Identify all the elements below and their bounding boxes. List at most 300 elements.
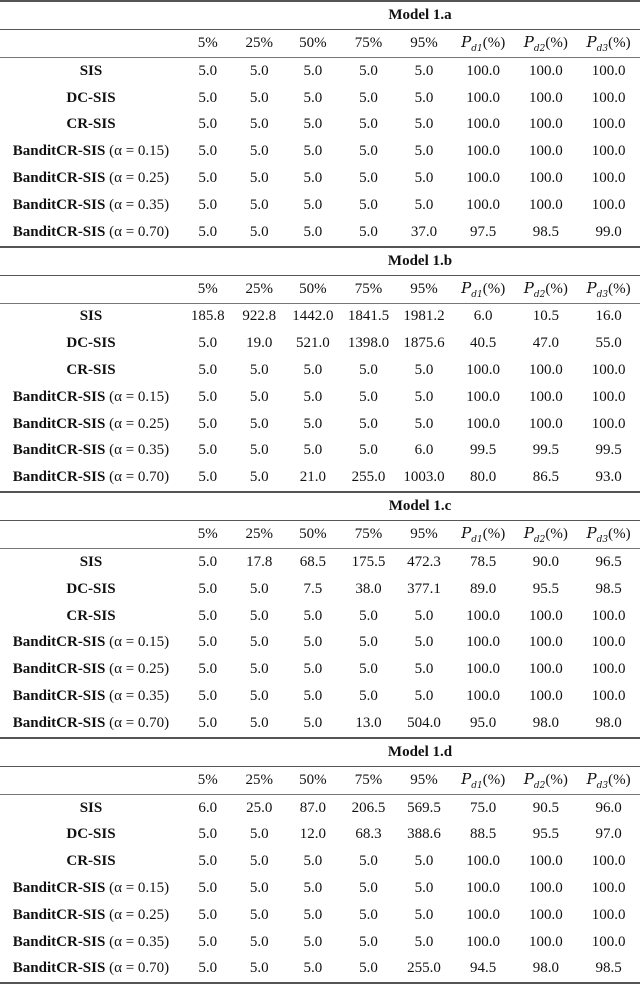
method-label [0,85,182,112]
method-name: SIS [79,62,103,79]
value-cell: 5.0 [198,906,218,923]
value-cell: 80.0 [470,469,497,486]
method-label [0,549,182,576]
method-label [0,357,182,384]
value-cell: 100.0 [528,62,563,79]
header-pd3: $P_{d3}(\%)$ [577,521,640,549]
method-label [0,219,182,247]
header-pd1: $P_{d1}(\%)$ [452,521,515,549]
value-cell: 1981.2 [403,308,445,325]
method-param: (α = 0.70) [109,223,170,240]
header-pd2: $P_{d2}(\%)$ [515,766,578,794]
value-cell: 100.0 [591,415,626,432]
value-cell: 55.0 [595,335,622,352]
value-cell: 5.0 [359,661,378,678]
value-cell: 5.0 [249,143,269,160]
value-cell: 5.0 [198,880,218,897]
value-cell: 5.0 [182,956,234,984]
value-cell: 5.0 [249,196,269,213]
value-cell: 100.0 [528,661,563,678]
value-cell: 5.0 [249,880,269,897]
method-param: (α = 0.35) [109,442,170,459]
method-param: (α = 0.25) [109,661,170,678]
header-pd3: $P_{d3}(\%)$ [577,30,640,58]
value-cell: 38.0 [355,580,382,597]
value-cell: 5.0 [249,442,269,459]
value-cell: 5.0 [198,223,218,240]
table-row [0,411,640,438]
table-row [0,656,640,683]
value-cell: 5.0 [359,116,378,133]
value-cell: 100.0 [528,933,563,950]
value-cell: 5.0 [303,853,323,870]
value-cell: 88.5 [470,826,497,843]
value-cell: 100.0 [466,196,501,213]
header-pd2: $P_{d2}(\%)$ [515,521,578,549]
method-name: BanditCR-SIS [12,634,106,651]
value-cell: 388.6 [407,826,441,843]
value-cell: 5.0 [414,89,434,106]
value-cell: 47.0 [532,335,559,352]
value-cell: 472.3 [407,554,441,571]
value-cell: 5.0 [359,634,378,651]
value-cell: 100.0 [591,170,626,187]
value-cell: 68.5 [299,554,326,571]
value-cell: 5.0 [359,143,378,160]
method-name: BanditCR-SIS [12,933,106,950]
value-cell: 100.0 [466,143,501,160]
method-param: (α = 0.15) [109,388,170,405]
value-cell: 75.0 [470,799,497,816]
value-cell: 68.3 [355,826,382,843]
header-q95: 95% [396,275,452,303]
method-name: SIS [79,799,103,816]
value-cell: 87.0 [299,799,326,816]
value-cell: 97.5 [470,223,497,240]
model-title: Model 1.a [0,1,640,30]
header-q50: 50% [285,30,341,58]
header-q50: 50% [285,275,341,303]
header-q75: 75% [341,766,397,794]
value-cell: 5.0 [249,170,269,187]
value-cell: 5.0 [198,688,218,705]
value-cell: 5.0 [414,933,434,950]
value-cell: 90.0 [532,554,559,571]
value-cell: 100.0 [528,415,563,432]
value-cell: 5.0 [414,415,434,432]
value-cell: 100.0 [528,634,563,651]
method-param: (α = 0.25) [109,170,170,187]
table-row [0,576,640,603]
value-cell: 5.0 [303,880,323,897]
value-cell: 5.0 [249,469,269,486]
method-name: BanditCR-SIS [12,960,106,977]
value-cell: 100.0 [528,116,563,133]
model-section-3 [0,492,640,738]
value-cell: 100.0 [528,388,563,405]
table-row [0,902,640,929]
value-cell: 98.0 [532,714,559,731]
method-param: (α = 0.15) [109,880,170,897]
model-title-row [0,738,640,767]
value-cell: 100.0 [466,688,501,705]
value-cell: 40.5 [470,335,497,352]
value-cell: 5.0 [198,580,218,597]
method-label [0,138,182,165]
header-label-empty [0,521,182,549]
header-pd2: $P_{d2}(\%)$ [515,30,578,58]
value-cell: 94.5 [452,956,515,984]
method-label [0,875,182,902]
value-cell: 100.0 [466,607,501,624]
value-cell: 5.0 [303,607,323,624]
value-cell: 922.8 [242,308,277,325]
header-pd1: $P_{d1}(\%)$ [452,275,515,303]
column-header-row [0,30,640,58]
value-cell: 5.0 [359,196,378,213]
method-name: CR-SIS [66,116,116,133]
value-cell: 5.0 [414,62,434,79]
method-name: CR-SIS [66,362,116,379]
method-param: (α = 0.15) [109,634,170,651]
column-header-row [0,766,640,794]
table-row [0,956,640,984]
table-row [0,875,640,902]
value-cell: 5.0 [359,906,378,923]
method-name: DC-SIS [66,580,116,597]
value-cell: 17.8 [246,554,273,571]
method-label [0,956,182,984]
method-label [0,656,182,683]
value-cell: 100.0 [591,196,626,213]
method-name: BanditCR-SIS [12,170,106,187]
header-q75: 75% [341,521,397,549]
model-section-4 [0,738,640,984]
value-cell: 1398.0 [347,335,390,352]
table-row [0,357,640,384]
value-cell: 5.0 [249,688,269,705]
value-cell: 5.0 [303,362,323,379]
value-cell: 96.5 [595,554,622,571]
method-name: BanditCR-SIS [12,143,106,160]
value-cell: 5.0 [359,880,378,897]
value-cell: 5.0 [198,469,218,486]
method-label [0,630,182,657]
header-pd3: $P_{d3}(\%)$ [577,766,640,794]
model-title-row [0,247,640,276]
value-cell: 10.5 [532,308,559,325]
value-cell: 5.0 [249,223,269,240]
value-cell: 100.0 [466,388,501,405]
value-cell: 16.0 [595,308,622,325]
method-name: DC-SIS [66,826,116,843]
value-cell: 5.0 [249,362,269,379]
value-cell: 100.0 [528,906,563,923]
value-cell: 98.0 [595,714,622,731]
method-label [0,794,182,821]
header-q75: 75% [341,30,397,58]
value-cell: 98.5 [532,223,559,240]
value-cell: 5.0 [359,607,378,624]
value-cell: 5.0 [303,906,323,923]
value-cell: 100.0 [528,89,563,106]
value-cell: 5.0 [249,62,269,79]
value-cell: 19.0 [246,335,273,352]
value-cell: 1875.6 [403,335,445,352]
value-cell: 100.0 [591,688,626,705]
value-cell: 100.0 [591,116,626,133]
value-cell: 5.0 [359,933,378,950]
value-cell: 100.0 [528,170,563,187]
method-label [0,112,182,139]
value-cell: 5.0 [198,335,218,352]
value-cell: 5.0 [359,442,378,459]
header-q5: 5% [182,521,234,549]
value-cell: 100.0 [528,688,563,705]
value-cell: 100.0 [591,880,626,897]
value-cell: 13.0 [355,714,382,731]
value-cell: 255.0 [396,956,452,984]
method-label [0,683,182,710]
value-cell: 5.0 [198,415,218,432]
method-param: (α = 0.70) [109,714,170,731]
method-label [0,58,182,85]
value-cell: 98.5 [595,580,622,597]
header-q50: 50% [285,766,341,794]
table-row [0,112,640,139]
value-cell: 5.0 [303,143,323,160]
value-cell: 100.0 [466,661,501,678]
header-q25: 25% [234,766,286,794]
model-title: Model 1.c [0,492,640,521]
value-cell: 255.0 [351,469,386,486]
table-row [0,630,640,657]
model-title-row [0,1,640,30]
value-cell: 5.0 [285,956,341,984]
value-cell: 100.0 [591,362,626,379]
column-header-row [0,521,640,549]
value-cell: 5.0 [198,442,218,459]
value-cell: 5.0 [198,143,218,160]
header-q25: 25% [234,30,286,58]
header-q25: 25% [234,521,286,549]
value-cell: 5.0 [249,714,269,731]
value-cell: 96.0 [595,799,622,816]
value-cell: 5.0 [303,223,323,240]
method-label [0,929,182,956]
method-label [0,710,182,738]
value-cell: 93.0 [595,469,622,486]
method-name: BanditCR-SIS [12,469,106,486]
value-cell: 5.0 [414,116,434,133]
value-cell: 99.5 [595,442,622,459]
table-row [0,464,640,492]
value-cell: 5.0 [414,661,434,678]
method-name: BanditCR-SIS [12,906,106,923]
value-cell: 5.0 [303,62,323,79]
value-cell: 5.0 [303,442,323,459]
method-label [0,848,182,875]
value-cell: 5.0 [198,661,218,678]
value-cell: 5.0 [359,223,378,240]
table-row [0,384,640,411]
method-name: BanditCR-SIS [12,388,106,405]
method-param: (α = 0.35) [109,688,170,705]
value-cell: 5.0 [303,415,323,432]
method-name: BanditCR-SIS [12,661,106,678]
value-cell: 504.0 [407,714,441,731]
value-cell: 99.5 [532,442,559,459]
value-cell: 97.0 [595,826,622,843]
value-cell: 5.0 [414,607,434,624]
table-row [0,165,640,192]
method-name: BanditCR-SIS [12,196,106,213]
method-param: (α = 0.25) [109,415,170,432]
table-row [0,85,640,112]
table-row [0,549,640,576]
value-cell: 100.0 [466,89,501,106]
value-cell: 100.0 [591,853,626,870]
value-cell: 5.0 [198,196,218,213]
value-cell: 5.0 [341,956,397,984]
method-label [0,902,182,929]
method-label [0,464,182,492]
method-label [0,411,182,438]
value-cell: 206.5 [351,799,386,816]
value-cell: 100.0 [466,853,501,870]
value-cell: 1003.0 [403,469,445,486]
value-cell: 5.0 [249,853,269,870]
value-cell: 569.5 [407,799,441,816]
value-cell: 5.0 [303,196,323,213]
table-row [0,192,640,219]
header-q5: 5% [182,30,234,58]
header-q25: 25% [234,275,286,303]
model-section-2 [0,247,640,493]
method-name: DC-SIS [66,335,116,352]
header-q5: 5% [182,275,234,303]
header-pd2: $P_{d2}(\%)$ [515,275,578,303]
value-cell: 5.0 [249,89,269,106]
method-param: (α = 0.70) [109,469,170,486]
value-cell: 100.0 [591,607,626,624]
value-cell: 100.0 [591,143,626,160]
value-cell: 6.0 [414,442,434,459]
header-q95: 95% [396,521,452,549]
value-cell: 100.0 [591,634,626,651]
value-cell: 5.0 [414,853,434,870]
method-name: BanditCR-SIS [12,880,106,897]
method-label [0,603,182,630]
value-cell: 100.0 [528,607,563,624]
method-label [0,822,182,849]
header-pd1: $P_{d1}(\%)$ [452,766,515,794]
method-name: DC-SIS [66,89,116,106]
table-row [0,219,640,247]
value-cell: 100.0 [466,880,501,897]
value-cell: 5.0 [414,880,434,897]
value-cell: 100.0 [466,906,501,923]
method-param: (α = 0.35) [109,933,170,950]
value-cell: 5.0 [249,415,269,432]
value-cell: 5.0 [303,170,323,187]
value-cell: 5.0 [303,116,323,133]
value-cell: 100.0 [466,415,501,432]
method-param: (α = 0.15) [109,143,170,160]
value-cell: 5.0 [198,853,218,870]
value-cell: 100.0 [466,170,501,187]
value-cell: 521.0 [295,335,330,352]
value-cell: 5.0 [249,116,269,133]
value-cell: 78.5 [470,554,497,571]
value-cell: 5.0 [249,607,269,624]
value-cell: 5.0 [198,554,218,571]
model-title-row [0,492,640,521]
value-cell: 5.0 [234,956,286,984]
value-cell: 25.0 [246,799,273,816]
value-cell: 100.0 [591,388,626,405]
value-cell: 95.5 [532,580,559,597]
method-label [0,192,182,219]
method-param: (α = 0.25) [109,906,170,923]
value-cell: 98.0 [515,956,578,984]
method-param: (α = 0.35) [109,196,170,213]
value-cell: 100.0 [528,362,563,379]
method-label [0,576,182,603]
value-cell: 5.0 [303,634,323,651]
value-cell: 5.0 [359,62,378,79]
header-pd1: $P_{d1}(\%)$ [452,30,515,58]
method-name: BanditCR-SIS [12,415,106,432]
value-cell: 37.0 [410,223,438,240]
value-cell: 100.0 [466,634,501,651]
value-cell: 5.0 [198,62,218,79]
value-cell: 5.0 [249,826,269,843]
method-name: BanditCR-SIS [12,688,106,705]
method-name: CR-SIS [66,607,116,624]
method-name: SIS [79,554,103,571]
table-row [0,138,640,165]
value-cell: 5.0 [359,415,378,432]
value-cell: 100.0 [466,62,501,79]
value-cell: 5.0 [249,933,269,950]
value-cell: 6.0 [198,799,218,816]
table-row [0,710,640,738]
header-label-empty [0,30,182,58]
method-label [0,303,182,330]
value-cell: 5.0 [249,906,269,923]
method-param: (α = 0.70) [109,960,170,977]
value-cell: 89.0 [470,580,497,597]
table-row [0,58,640,85]
table-row [0,848,640,875]
value-cell: 5.0 [249,634,269,651]
value-cell: 6.0 [473,308,493,325]
value-cell: 5.0 [198,362,218,379]
value-cell: 5.0 [303,688,323,705]
value-cell: 5.0 [303,661,323,678]
value-cell: 5.0 [359,362,378,379]
value-cell: 5.0 [414,196,434,213]
value-cell: 5.0 [414,906,434,923]
header-q95: 95% [396,30,452,58]
value-cell: 100.0 [591,933,626,950]
method-name: BanditCR-SIS [12,442,106,459]
value-cell: 100.0 [528,853,563,870]
value-cell: 100.0 [528,880,563,897]
value-cell: 100.0 [591,906,626,923]
value-cell: 5.0 [359,89,378,106]
